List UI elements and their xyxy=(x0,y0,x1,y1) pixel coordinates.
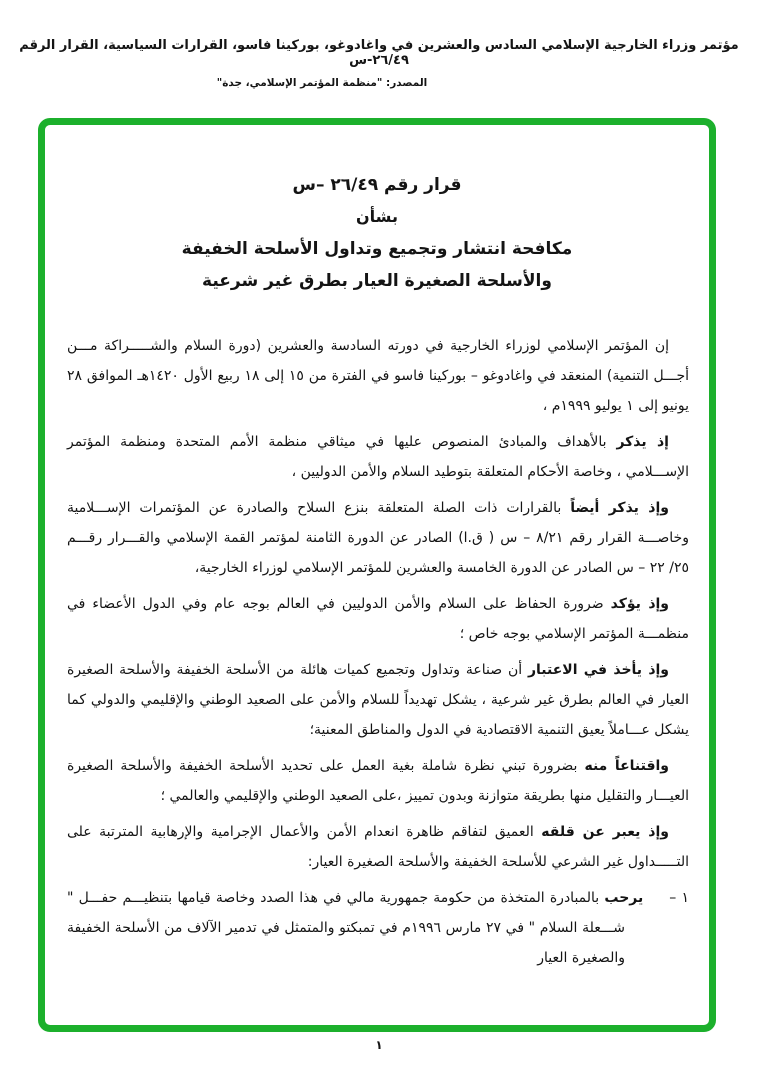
title-subject-line-1: مكافحة انتشار وتجميع وتداول الأسلحة الخفيفة xyxy=(181,239,573,259)
paragraph-lead: وإذ يعبر عن قلقه xyxy=(541,824,669,840)
clause-text: بالمبادرة المتخذة من حكومة جمهورية مالي في هذا الصدد وخاصة قيامها بتنظيـــم حفـــل " شـــعلة السلام " في ٢٧ مارس ١٩٩٦م في تمبكتو والمتمثل في تدمير الآلاف من الأسلحة الخفيفة والصغيرة العيار xyxy=(67,890,626,966)
preamble-paragraph xyxy=(67,655,689,745)
source-line: المصدر: "منظمة المؤتمر الإسلامي، جدة" xyxy=(216,77,428,89)
page-number: ١ xyxy=(375,1038,383,1052)
paragraph-lead: وإذ يذكر أيضاً xyxy=(570,500,669,516)
paragraph-text: إن المؤتمر الإسلامي لوزراء الخارجية في دورته السادسة والعشرين (دورة السلام والشـــــراكة مـــن أجـــل التنمية) المنعقد في واغادوغو – بوركينا فاسو في الفترة من ١٥ إلى ١٨ ربيع الأول ١٤٢٠هـ الموافق ٢٨ يونيو إلى ١ يوليو ١٩٩٩م ، xyxy=(67,338,689,414)
clause-number: ١ – xyxy=(669,890,690,906)
preamble-paragraph xyxy=(67,331,689,421)
paragraph-text: بالقرارات ذات الصلة المتعلقة بنزع السلاح والصادرة عن المؤتمرات الإســـلامية وخاصـــة القرار رقم ٨/٢١ – س ( ق.ا) الصادر عن الدورة الثامنة لمؤتمر القمة الإسلامي والقـــرار رقـــم ٢٥/ ٢٢ – س الصادر عن الدورة الخامسة والعشرين للمؤتمر الإسلامي لوزراء الخارجية، xyxy=(67,500,689,576)
resolution-title-block xyxy=(45,169,709,297)
paragraph-lead: واقتناعاً منه xyxy=(584,758,670,774)
preamble-paragraph xyxy=(67,427,689,487)
preamble-paragraph xyxy=(67,751,689,811)
paragraph-text: بضرورة تبني نظرة شاملة بغية العمل على تحديد الأسلحة الخفيفة والأسلحة الصغيرة العيـــار والتقليل منها بطريقة متوازنة وبدون تمييز ،على الصعيد الوطني والإقليمي والعالمي ؛ xyxy=(67,758,689,804)
paragraph-text: أن صناعة وتداول وتجميع كميات هائلة من الأسلحة الخفيفة والأسلحة الصغيرة العيار في العالم بطرق غير شرعية ، يشكل تهديداً للسلام والأمن على الصعيد الوطني والإقليمي والدولي كما يشكل عـــاملاً يعيق التنمية الاقتصادية في الدول والمناطق المعنية؛ xyxy=(67,662,689,738)
archive-header-line: مؤتمر وزراء الخارجية الإسلامي السادس والعشرين في واغادوغو، بوركينا فاسو، القرارات السياسية، القرار الرقم ٢٦/٤٩-س xyxy=(19,38,739,68)
paragraph-lead: وإذ يأخذ في الاعتبار xyxy=(527,662,669,678)
paragraph-lead: وإذ يؤكد xyxy=(610,596,670,612)
title-regarding-line: بشأن xyxy=(356,207,398,226)
green-border-frame xyxy=(38,118,716,1032)
clause-lead: يرحب xyxy=(604,890,644,906)
resolution-number-line: قرار رقم ٢٦/٤٩ –س xyxy=(292,175,462,195)
preamble-paragraph xyxy=(67,817,689,877)
preamble-paragraph xyxy=(67,493,689,583)
paragraph-lead: إذ يذكر xyxy=(616,434,669,450)
preamble-paragraph xyxy=(67,589,689,649)
paragraph-text: العميق لتفاقم ظاهرة انعدام الأمن والأعمال الإجرامية والإرهابية المترتبة على التـــــداول غير الشرعي للأسلحة الخفيفة والأسلحة الصغيرة العيار: xyxy=(67,824,689,870)
paragraph-text: ضرورة الحفاظ على السلام والأمن الدوليين في العالم بوجه عام وفي الدول الأعضاء في منظمـــة المؤتمر الإسلامي بوجه خاص ؛ xyxy=(67,596,689,642)
resolution-body xyxy=(67,331,689,973)
title-subject-line-2: والأسلحة الصغيرة العيار بطرق غير شرعية xyxy=(202,271,552,291)
paragraph-text: بالأهداف والمبادئ المنصوص عليها في ميثاقي منظمة الأمم المتحدة ومنظمة المؤتمر الإســـلامي ، وخاصة الأحكام المتعلقة بتوطيد السلام والأمن الدوليين ، xyxy=(67,434,689,480)
operative-clause-1 xyxy=(67,883,689,973)
